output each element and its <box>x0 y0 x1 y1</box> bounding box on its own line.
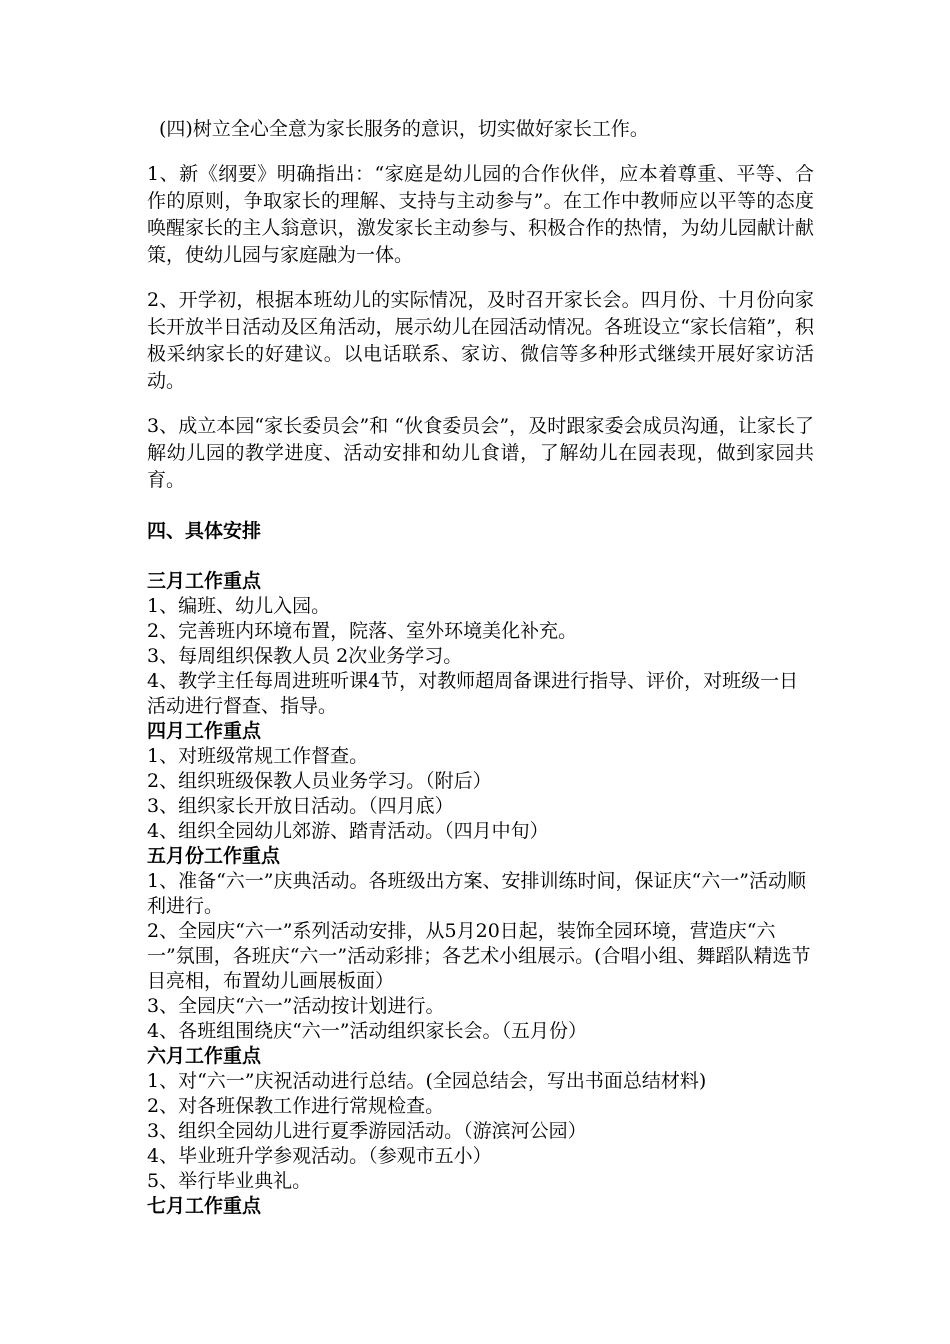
subsection-heading: (四)树立全心全意为家长服务的意识，切实做好家长工作。 <box>159 118 649 140</box>
month-block-april <box>147 719 814 844</box>
list-item: 5、举行毕业典礼。 <box>147 1170 312 1192</box>
list-item: 1、对“六一”庆祝活动进行总结。(全园总结会，写出书面总结材料) <box>147 1070 707 1092</box>
list-item: 1、编班、幼儿入园。 <box>147 595 331 617</box>
list-item: 3、组织全园幼儿进行夏季游园活动。（游滨河公园） <box>147 1120 587 1142</box>
month-block-july <box>147 1194 814 1219</box>
list-item: 1、准备“六一”庆典活动。各班级出方案、安排训练时间，保证庆“六一”活动顺利进行。 <box>147 870 806 917</box>
list-item: 4、组织全园幼儿郊游、踏青活动。（四月中旬） <box>147 820 549 842</box>
section-title: 四、具体安排 <box>147 520 262 542</box>
month-title: 三月工作重点 <box>147 570 262 592</box>
list-item: 3、全园庆“六一”活动按计划进行。 <box>147 995 445 1017</box>
list-item: 3、每周组织保教人员 2次业务学习。 <box>147 645 463 667</box>
month-title: 六月工作重点 <box>147 1045 262 1067</box>
paragraph-1: 1、新《纲要》明确指出：“家庭是幼儿园的合作伙伴，应本着尊重、平等、合作的原则，争取家长的理解、支持与主动参与”。在工作中教师应以平等的态度唤醒家长的主人翁意识，激发家长主动参与、积极合作的热情，为幼儿园献计献策，使幼儿园与家庭融为一体。 <box>147 163 814 266</box>
list-item: 2、对各班保教工作进行常规检查。 <box>147 1095 445 1117</box>
list-item: 4、毕业班升学参观活动。（参观市五小） <box>147 1145 492 1167</box>
list-item: 2、完善班内环境布置，院落、室外环境美化补充。 <box>147 620 578 642</box>
list-item: 1、对班级常规工作督查。 <box>147 745 369 767</box>
month-title: 七月工作重点 <box>147 1195 262 1217</box>
month-block-march <box>147 569 814 719</box>
list-item: 2、全园庆“六一”系列活动安排，从5月20日起，装饰全园环境，营造庆“六一”氛围，各班庆“六一”活动彩排；各艺术小组展示。(合唱小组、舞蹈队精选节目亮相，布置幼儿画展板面） <box>147 920 811 992</box>
paragraph-2: 2、开学初，根据本班幼儿的实际情况，及时召开家长会。四月份、十月份向家长开放半日活动及区角活动，展示幼儿在园活动情况。各班设立“家长信箱”，积极采纳家长的好建议。以电话联系、家访、微信等多种形式继续开展好家访活动。 <box>147 289 814 392</box>
month-block-june <box>147 1044 814 1194</box>
list-item: 2、组织班级保教人员业务学习。（附后） <box>147 770 492 792</box>
month-block-may <box>147 844 814 1044</box>
list-item: 4、教学主任每周进班听课4节，对教师超周备课进行指导、评价，对班级一日活动进行督查、指导。 <box>147 670 799 717</box>
month-title: 五月份工作重点 <box>147 845 281 867</box>
month-title: 四月工作重点 <box>147 720 262 742</box>
paragraph-3: 3、成立本园“家长委员会”和 “伙食委员会”，及时跟家委会成员沟通，让家长了解幼儿园的教学进度、活动安排和幼儿食谱，了解幼儿在园表现，做到家园共育。 <box>147 415 814 491</box>
list-item: 3、组织家长开放日活动。（四月底） <box>147 795 454 817</box>
list-item: 4、各班组围绕庆“六一”活动组织家长会。（五月份） <box>147 1020 588 1042</box>
